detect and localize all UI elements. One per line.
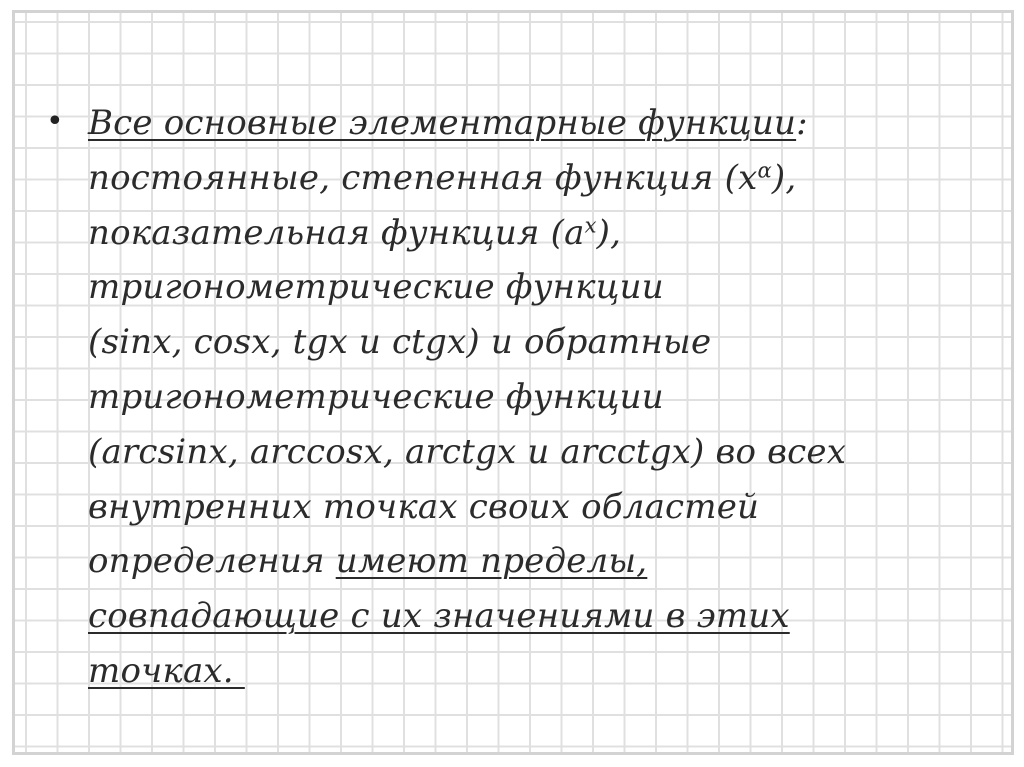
underlined-phrase-points: точках. — [88, 650, 245, 691]
bullet-icon: • — [46, 104, 64, 139]
line-10 — [88, 589, 846, 644]
underlined-phrase-elementary-functions: Все основные элементарные функции — [88, 103, 797, 143]
x-superscript: x — [584, 212, 597, 237]
line-5: (sinx, cosx, tgx и ctgx) и обратные — [88, 322, 712, 363]
line-2 — [88, 151, 846, 206]
alpha-superscript: α — [757, 157, 772, 183]
line-3 — [88, 206, 846, 261]
line-7: (arcsinx, arccosx, arctgx и arcctgx) во всех — [88, 431, 847, 472]
line-9 — [88, 534, 846, 589]
bullet-text — [88, 96, 846, 699]
line-2-tail: ), — [771, 157, 797, 198]
underlined-phrase-coinciding: совпадающие с их значениями в этих — [88, 596, 790, 637]
line-11 — [88, 644, 846, 699]
colon: : — [796, 103, 808, 143]
line-8: внутренних точках своих областей — [88, 486, 760, 527]
line-1 — [88, 96, 846, 151]
power-function-text: постоянные, степенная функция (x — [88, 157, 758, 198]
line-4: тригонометрические функции — [88, 267, 664, 308]
bullet-item — [46, 96, 946, 699]
line-6: тригонометрические функции — [88, 376, 664, 417]
definition-word: определения — [88, 541, 336, 582]
exponential-function-text: показательная функция (a — [88, 212, 585, 253]
underlined-phrase-have-limits: имеют пределы, — [335, 541, 648, 582]
slide-content — [46, 96, 946, 699]
line-3-tail: ), — [596, 212, 622, 253]
